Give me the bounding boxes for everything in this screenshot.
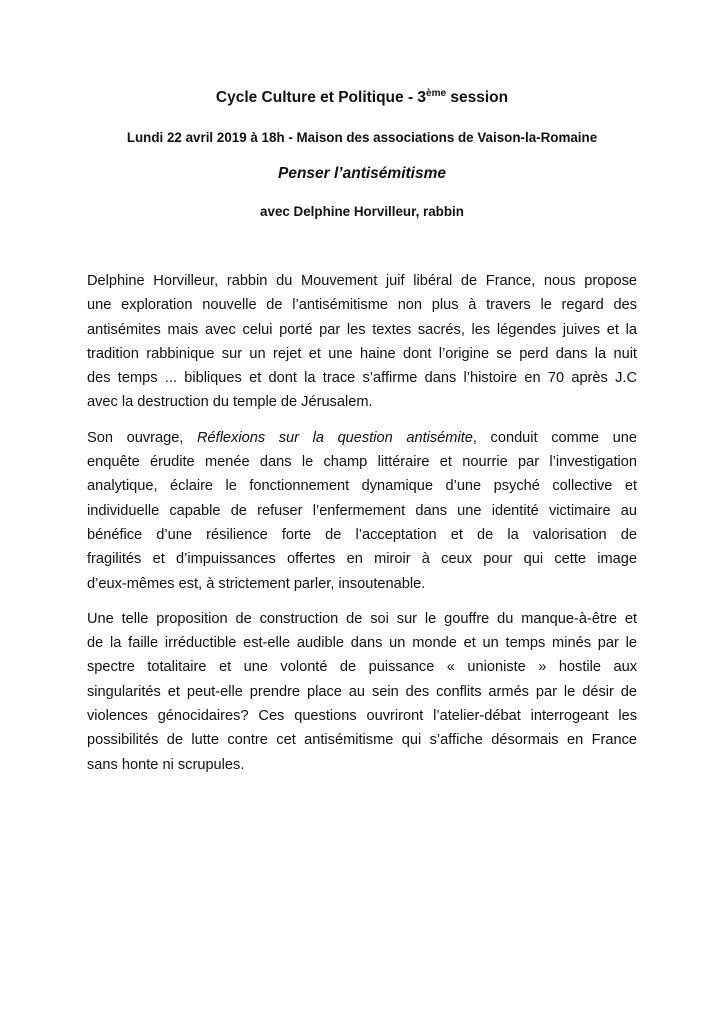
text-line: tradition rabbinique sur un rejet et une haine dont l’origine se perd dans la nuit <box>87 345 637 362</box>
text-segment: Son ouvrage, <box>87 429 197 446</box>
text-line: fragilités et d’impuissances offertes en miroir à ceux pour qui cette image <box>87 551 637 568</box>
event-subtitle: Penser l’antisémitisme <box>278 165 446 182</box>
page-title <box>0 88 724 108</box>
paragraph-1 <box>87 269 637 415</box>
text-line: individuelle capable de refuser l’enfermement dans une identité victimaire au <box>87 502 637 519</box>
title-main: Cycle Culture et Politique - 3 <box>215 89 427 106</box>
text-line: antisémites mais avec celui porté par les textes sacrés, les légendes juives et la <box>87 321 637 338</box>
paragraph-2 <box>87 426 637 596</box>
book-title: Réflexions sur la question antisémite <box>196 429 473 446</box>
text-line: de la faille irréductible est-elle audible dans un monde et un temps minés par le <box>87 635 637 652</box>
body-text <box>87 269 637 788</box>
text-line: une exploration nouvelle de l’antisémitisme non plus à travers le regard des <box>87 297 637 314</box>
text-segment: , conduit comme une <box>472 429 637 446</box>
event-speaker: avec Delphine Horvilleur, rabbin <box>260 204 464 219</box>
text-line: des temps ... bibliques et dont la trace s’affirme dans l’histoire en 70 après J.C <box>87 370 637 387</box>
text-line: spectre totalitaire et une volonté de puissance « unioniste » hostile aux <box>87 659 637 676</box>
text-line: bénéfice d’une résilience forte de l’acceptation et de la valorisation de <box>87 526 637 543</box>
text-line: possibilités de lutte contre cet antisémitisme qui s’affiche désormais en France <box>87 732 637 749</box>
text-line: d’eux-mêmes est, à strictement parler, insoutenable. <box>87 575 426 592</box>
text-line: Delphine Horvilleur, rabbin du Mouvement juif libéral de France, nous propose <box>87 273 637 289</box>
text-line <box>87 426 637 450</box>
text-line: analytique, éclaire le fonctionnement dynamique d’une psyché collective et <box>87 478 637 495</box>
text-line: Une telle proposition de construction de soi sur le gouffre du manque-à-être et <box>87 610 637 627</box>
text-line: enquête érudite menée dans le champ littéraire et nourrie par l’investigation <box>87 454 637 471</box>
text-line: sans honte ni scrupules. <box>87 756 245 773</box>
text-line: violences génocidaires? Ces questions ouvriront l’atelier-débat interrogeant les <box>87 708 637 725</box>
text-line: avec la destruction du temple de Jérusalem. <box>87 394 373 411</box>
text-line: singularités et peut-elle prendre place au sein des conflits armés par le désir de <box>87 683 637 700</box>
title-superscript: ème <box>426 88 447 99</box>
paragraph-3 <box>87 607 637 777</box>
title-end: session <box>446 89 509 106</box>
event-date-location: Lundi 22 avril 2019 à 18h - Maison des associations de Vaison-la-Romaine <box>126 130 598 145</box>
